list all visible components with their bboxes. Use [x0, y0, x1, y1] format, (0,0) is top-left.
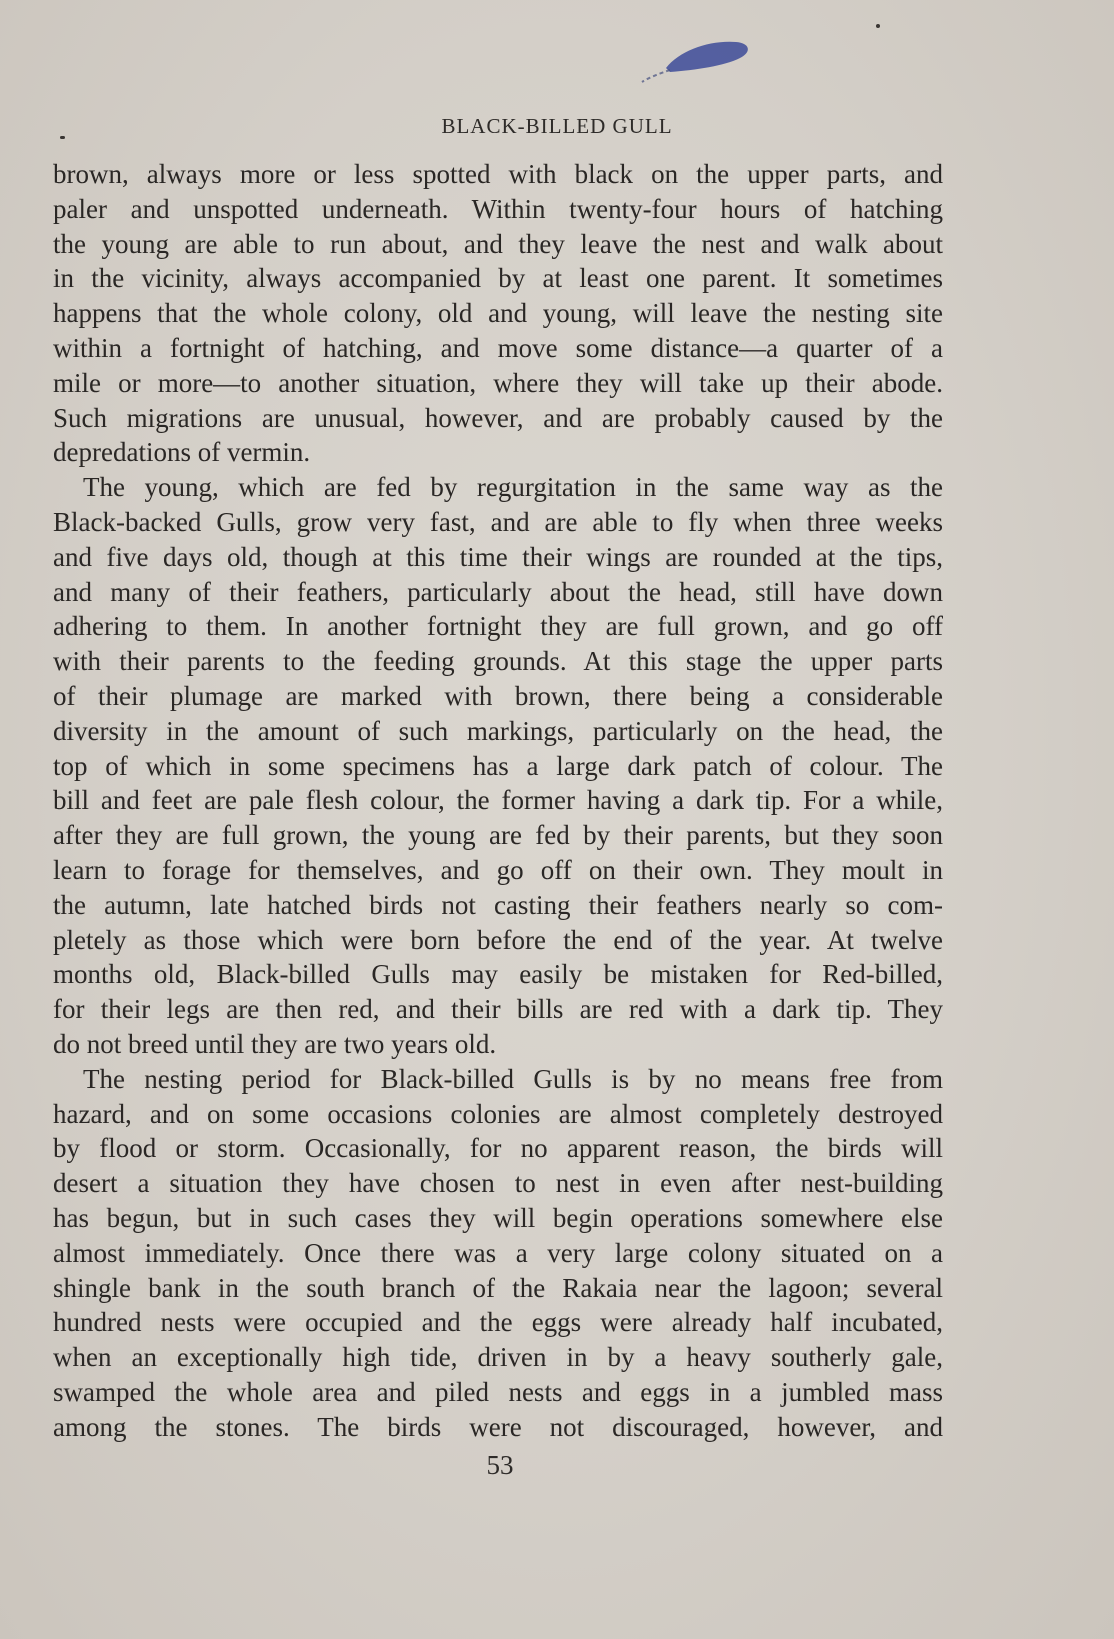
text-line: depredations of vermin. — [53, 437, 311, 468]
text-line: has begun, but in such cases they will begin operations somewhere else — [53, 1202, 943, 1233]
text-line: Black-backed Gulls, grow very fast, and are able to fly when three weeks — [53, 506, 943, 537]
text-line: of their plumage are marked with brown, there being a considerable — [53, 680, 943, 711]
text-line: among the stones. The birds were not discouraged, however, and — [53, 1411, 943, 1442]
text-line: months old, Black-billed Gulls may easily be mistaken for Red-billed, — [53, 959, 943, 990]
text-line: in the vicinity, always accompanied by at least one parent. It sometimes — [53, 263, 943, 294]
text-line: The young, which are fed by regurgitation in the same way as the — [83, 472, 943, 503]
text-line: and many of their feathers, particularly about the head, still have down — [53, 576, 943, 607]
text-line: by flood or storm. Occasionally, for no apparent reason, the birds will — [53, 1133, 943, 1164]
body-text — [53, 157, 943, 1444]
text-line: paler and unspotted underneath. Within twenty-four hours of hatching — [53, 193, 943, 224]
text-line: The nesting period for Black-billed Gulls is by no means free from — [83, 1063, 943, 1094]
ink-smudge-streak — [642, 70, 670, 82]
text-line: do not breed until they are two years old. — [53, 1028, 497, 1059]
running-head: BLACK-BILLED GULL — [441, 114, 673, 138]
ink-smudge-mark — [640, 36, 755, 96]
text-line: hazard, and on some occasions colonies are almost completely destroyed — [53, 1098, 943, 1129]
page-number: 53 — [486, 1450, 514, 1480]
text-line: after they are full grown, the young are fed by their parents, but they soon — [53, 820, 943, 851]
text-line: learn to forage for themselves, and go off on their own. They moult in — [53, 854, 943, 885]
text-line: when an exceptionally high tide, driven in by a heavy southerly gale, — [53, 1342, 943, 1373]
text-line: brown, always more or less spotted with black on the upper parts, and — [53, 159, 943, 189]
text-line: for their legs are then red, and their bills are red with a dark tip. They — [53, 994, 943, 1025]
text-line: desert a situation they have chosen to nest in even after nest-building — [53, 1168, 943, 1199]
text-line: hundred nests were occupied and the eggs were already half incubated, — [53, 1307, 943, 1338]
text-line: happens that the whole colony, old and young, will leave the nesting site — [53, 298, 943, 329]
text-line: diversity in the amount of such markings, particularly on the head, the — [53, 715, 943, 746]
text-line: within a fortnight of hatching, and move some distance—a quarter of a — [53, 332, 943, 363]
text-line: mile or more—to another situation, where they will take up their abode. — [53, 367, 943, 398]
text-line: adhering to them. In another fortnight they are full grown, and go off — [53, 611, 943, 642]
speck-top-right — [876, 24, 880, 28]
text-line: the autumn, late hatched birds not casting their feathers nearly so com- — [53, 889, 943, 920]
text-line: bill and feet are pale flesh colour, the former having a dark tip. For a while, — [53, 785, 943, 816]
text-line: almost immediately. Once there was a very large colony situated on a — [53, 1237, 943, 1268]
ink-smudge-blob — [666, 42, 748, 72]
text-line: with their parents to the feeding grounds. At this stage the upper parts — [53, 646, 943, 677]
text-line: top of which in some specimens has a large dark patch of colour. The — [53, 750, 943, 781]
text-line: and five days old, though at this time their wings are rounded at the tips, — [53, 541, 943, 572]
text-line: swamped the whole area and piled nests and eggs in a jumbled mass — [53, 1376, 943, 1407]
text-line: Such migrations are unusual, however, and are probably caused by the — [53, 402, 943, 433]
text-line: pletely as those which were born before the end of the year. At twelve — [53, 924, 943, 955]
text-line: the young are able to run about, and they leave the nest and walk about — [53, 228, 943, 259]
text-line: shingle bank in the south branch of the Rakaia near the lagoon; several — [53, 1272, 943, 1303]
